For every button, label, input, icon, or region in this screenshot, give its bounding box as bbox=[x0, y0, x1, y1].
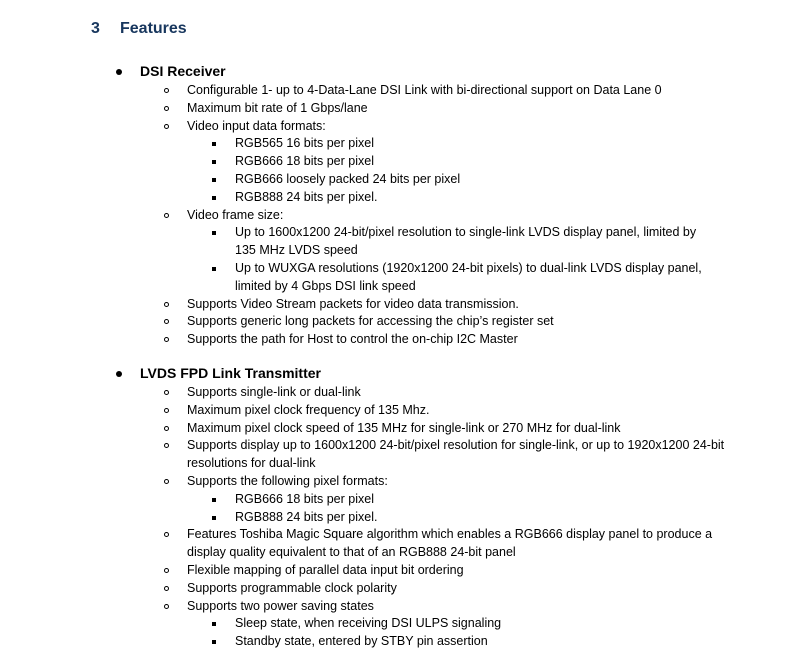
feature-subitem-text: Standby state, entered by STBY pin assertion bbox=[235, 634, 488, 649]
hollow-bullet-icon bbox=[164, 532, 169, 537]
feature-subitem-text: RGB888 24 bits per pixel. bbox=[235, 509, 378, 524]
square-bullet-icon bbox=[212, 640, 216, 644]
hollow-bullet-icon bbox=[164, 390, 169, 395]
feature-subitem-text: Sleep state, when receiving DSI ULPS signaling bbox=[235, 616, 502, 631]
feature-item bbox=[0, 82, 803, 100]
feature-subitem-text: Up to 1600x1200 24-bit/pixel resolution to single-link LVDS display panel, limited by 135 MHz LVDS speed bbox=[235, 225, 697, 258]
feature-item-text: Maximum pixel clock frequency of 135 Mhz. bbox=[187, 402, 430, 417]
square-bullet-icon bbox=[212, 178, 216, 182]
feature-item bbox=[0, 118, 803, 136]
feature-item-text: Supports single-link or dual-link bbox=[187, 385, 361, 399]
square-bullet-icon bbox=[212, 267, 216, 271]
square-bullet-icon bbox=[212, 516, 216, 520]
feature-subitem bbox=[0, 260, 803, 296]
feature-subitem bbox=[0, 189, 803, 207]
hollow-bullet-icon bbox=[164, 106, 169, 111]
feature-item bbox=[0, 100, 803, 118]
feature-item bbox=[0, 473, 803, 491]
hollow-bullet-icon bbox=[164, 586, 169, 591]
section-heading bbox=[91, 20, 187, 38]
feature-subitem bbox=[0, 224, 803, 260]
hollow-bullet-icon bbox=[164, 302, 169, 307]
square-bullet-icon bbox=[212, 622, 216, 626]
square-bullet-icon bbox=[212, 196, 216, 200]
feature-subitem-text: RGB888 24 bits per pixel. bbox=[235, 189, 378, 204]
square-bullet-icon bbox=[212, 160, 216, 164]
hollow-bullet-icon bbox=[164, 426, 169, 431]
hollow-bullet-icon bbox=[164, 88, 169, 93]
feature-item bbox=[0, 402, 803, 420]
feature-item bbox=[0, 580, 803, 598]
feature-subitem bbox=[0, 509, 803, 527]
feature-item bbox=[0, 562, 803, 580]
feature-item bbox=[0, 313, 803, 331]
feature-item-text: Video frame size: bbox=[187, 207, 284, 222]
feature-item-text: Maximum pixel clock speed of 135 MHz for single-link or 270 MHz for dual-link bbox=[187, 420, 621, 435]
hollow-bullet-icon bbox=[164, 124, 169, 129]
feature-subitem bbox=[0, 171, 803, 189]
section-number: 3 bbox=[91, 20, 100, 37]
section-bullet bbox=[116, 371, 122, 377]
feature-item-text: Supports generic long packets for accessing the chip’s register set bbox=[187, 314, 554, 329]
feature-item-text: Flexible mapping of parallel data input bit ordering bbox=[187, 562, 464, 577]
square-bullet-icon bbox=[212, 498, 216, 502]
feature-section-title: DSI Receiver bbox=[140, 63, 226, 79]
hollow-bullet-icon bbox=[164, 213, 169, 218]
feature-item bbox=[0, 437, 803, 473]
section-title: Features bbox=[120, 20, 187, 37]
feature-item-text: Configurable 1- up to 4-Data-Lane DSI Link with bi-directional support on Data Lane 0 bbox=[187, 83, 662, 97]
feature-item-text: Supports the path for Host to control the on-chip I2C Master bbox=[187, 332, 518, 347]
feature-item bbox=[0, 296, 803, 314]
feature-item bbox=[0, 384, 803, 402]
feature-item-text: Features Toshiba Magic Square algorithm which enables a RGB666 display panel to produce a display quality equivalent to that of an RGB888 24-bit panel bbox=[187, 527, 713, 560]
feature-item-text: Supports Video Stream packets for video data transmission. bbox=[187, 296, 519, 311]
hollow-bullet-icon bbox=[164, 337, 169, 342]
feature-subitem bbox=[0, 633, 803, 651]
feature-section-title: LVDS FPD Link Transmitter bbox=[140, 365, 321, 381]
feature-item bbox=[0, 526, 803, 562]
section-bullet bbox=[116, 69, 122, 75]
square-bullet-icon bbox=[212, 142, 216, 146]
hollow-bullet-icon bbox=[164, 604, 169, 609]
hollow-bullet-icon bbox=[164, 479, 169, 484]
feature-subitem-text: RGB666 loosely packed 24 bits per pixel bbox=[235, 171, 461, 186]
hollow-bullet-icon bbox=[164, 568, 169, 573]
feature-subitem bbox=[0, 135, 803, 153]
hollow-bullet-icon bbox=[164, 408, 169, 413]
feature-subitem bbox=[0, 491, 803, 509]
feature-item bbox=[0, 207, 803, 225]
feature-list bbox=[0, 82, 803, 349]
feature-subitem-text: RGB565 16 bits per pixel bbox=[235, 136, 374, 151]
feature-item-text: Supports programmable clock polarity bbox=[187, 580, 397, 595]
feature-subitem-text: RGB666 18 bits per pixel bbox=[235, 154, 374, 169]
feature-item bbox=[0, 420, 803, 438]
square-bullet-icon bbox=[212, 231, 216, 235]
feature-item-text: Maximum bit rate of 1 Gbps/lane bbox=[187, 100, 368, 115]
feature-item-text: Supports two power saving states bbox=[187, 598, 374, 613]
feature-subitem bbox=[0, 615, 803, 633]
feature-item-text: Supports display up to 1600x1200 24-bit/pixel resolution for single-link, or up to 1920x1200 24-bit resolutions for dual-link bbox=[187, 438, 725, 471]
feature-item bbox=[0, 598, 803, 616]
feature-subitem-text: Up to WUXGA resolutions (1920x1200 24-bit pixels) to dual-link LVDS display panel, limited by 4 Gbps DSI link speed bbox=[235, 260, 702, 293]
hollow-bullet-icon bbox=[164, 319, 169, 324]
feature-item-text: Video input data formats: bbox=[187, 118, 326, 133]
feature-item-text: Supports the following pixel formats: bbox=[187, 473, 388, 488]
feature-subitem bbox=[0, 153, 803, 171]
hollow-bullet-icon bbox=[164, 443, 169, 448]
feature-item bbox=[0, 331, 803, 349]
feature-list bbox=[0, 384, 803, 651]
feature-subitem-text: RGB666 18 bits per pixel bbox=[235, 491, 374, 506]
